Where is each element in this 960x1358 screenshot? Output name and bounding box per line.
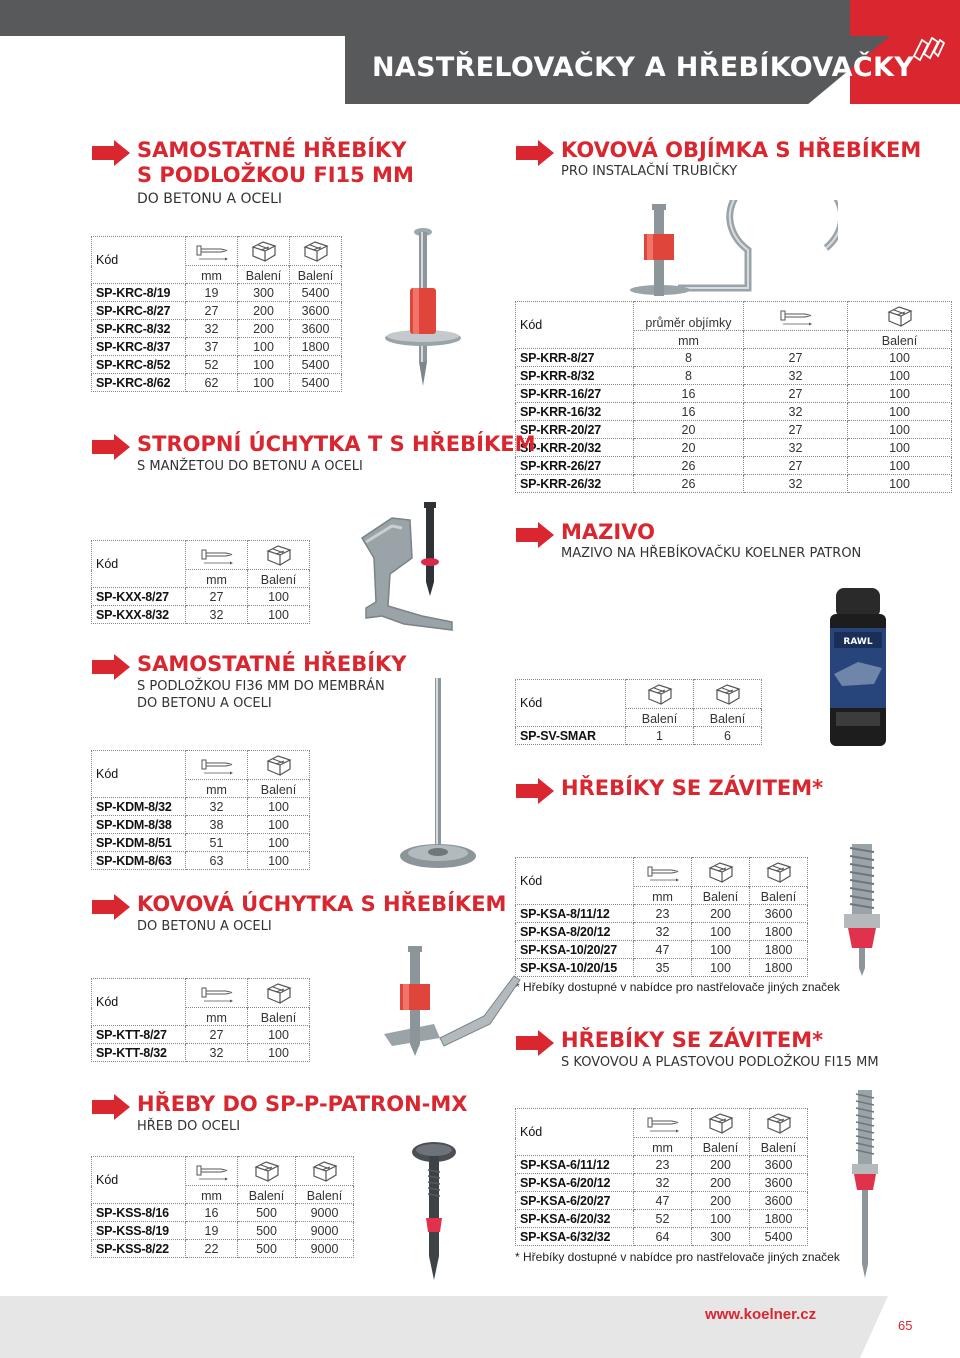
nail-length-icon	[779, 308, 813, 328]
col-kod: Kód	[92, 1157, 186, 1204]
table-krr	[515, 301, 952, 493]
product-code: SP-KRR-16/27	[516, 385, 634, 403]
box-icon	[264, 543, 294, 567]
value-cell: 100	[248, 798, 310, 816]
section-subtitle: DO BETONU A OCELI	[137, 191, 283, 207]
value-cell: 3600	[750, 1192, 808, 1210]
table-ksa-8	[515, 857, 808, 977]
value-cell: 32	[744, 439, 848, 457]
table-row	[92, 1026, 310, 1044]
value-cell: 200	[692, 1192, 750, 1210]
col-mm: mm	[634, 1138, 692, 1156]
box-icon	[706, 860, 736, 884]
page-title: NASTŘELOVAČKY A HŘEBÍKOVAČKY	[372, 52, 915, 83]
product-code: SP-KSS-8/16	[92, 1204, 186, 1222]
table-row	[516, 457, 952, 475]
section-title: STROPNÍ ÚCHYTKA T S HŘEBÍKEM	[137, 432, 536, 456]
value-cell: 100	[692, 923, 750, 941]
value-cell: 32	[186, 1044, 248, 1062]
value-cell: 9000	[296, 1204, 354, 1222]
value-cell: 100	[238, 338, 290, 356]
col-kod: Kód	[516, 302, 634, 349]
product-code: SP-KSA-10/20/15	[516, 959, 634, 977]
table-krc	[91, 236, 342, 392]
col-kod: Kód	[516, 858, 634, 905]
col-kod: Kód	[92, 751, 186, 798]
col-baleni: Balení	[692, 1138, 750, 1156]
product-code: SP-KRC-8/62	[92, 374, 186, 392]
carton-icon	[310, 1159, 340, 1183]
col-prumer: průměr objímky	[634, 302, 744, 331]
product-code: SP-KRR-8/27	[516, 349, 634, 367]
product-code: SP-KRC-8/37	[92, 338, 186, 356]
product-code: SP-KSA-8/11/12	[516, 905, 634, 923]
value-cell: 200	[238, 302, 290, 320]
value-cell: 27	[744, 349, 848, 367]
table-row	[516, 349, 952, 367]
value-cell: 19	[186, 1222, 238, 1240]
value-cell: 1800	[290, 338, 342, 356]
section-ksa-8	[516, 774, 876, 804]
value-cell: 5400	[290, 356, 342, 374]
value-cell: 22	[186, 1240, 238, 1258]
product-code: SP-KDM-8/63	[92, 852, 186, 870]
arrow-icon	[92, 1094, 130, 1120]
table-row	[516, 1156, 808, 1174]
section-title: HŘEBÍKY SE ZÁVITEM*	[561, 1028, 824, 1052]
section-subtitle: HŘEB DO OCELI	[137, 1119, 241, 1134]
table-row	[516, 1210, 808, 1228]
table-row	[92, 1240, 354, 1258]
col-kod: Kód	[516, 680, 626, 727]
threaded-nail-image	[830, 838, 900, 978]
product-code: SP-KRR-8/32	[516, 367, 634, 385]
value-cell: 23	[634, 1156, 692, 1174]
product-code: SP-KSA-6/20/27	[516, 1192, 634, 1210]
value-cell: 5400	[290, 374, 342, 392]
nail-length-icon	[195, 243, 229, 263]
nails-logo-icon	[910, 30, 946, 66]
section-subtitle: S PODLOŽKOU FI36 MM DO MEMBRÁN	[137, 679, 385, 694]
website-link[interactable]: www.koelner.cz	[705, 1306, 817, 1323]
value-cell: 32	[186, 798, 248, 816]
value-cell: 38	[186, 816, 248, 834]
value-cell: 500	[238, 1222, 296, 1240]
table-row	[92, 338, 342, 356]
col-mm: mm	[186, 1008, 248, 1026]
nail-length-icon	[200, 547, 234, 567]
product-code: SP-KRC-8/19	[92, 284, 186, 302]
table-body	[92, 588, 310, 624]
value-cell: 500	[238, 1204, 296, 1222]
section-subtitle: S KOVOVOU A PLASTOVOU PODLOŽKOU FI15 MM	[561, 1055, 879, 1070]
value-cell: 1800	[750, 923, 808, 941]
carton-icon	[301, 239, 331, 263]
table-row	[516, 905, 808, 923]
table-row	[92, 588, 310, 606]
value-cell: 37	[186, 338, 238, 356]
value-cell: 500	[238, 1240, 296, 1258]
col-baleni: Balení	[238, 1186, 296, 1204]
section-kss	[92, 1090, 512, 1140]
section-title: SAMOSTATNÉ HŘEBÍKY	[137, 138, 407, 162]
col-baleni-2: Balení	[750, 887, 808, 905]
table-body	[92, 284, 342, 392]
product-code: SP-KDM-8/51	[92, 834, 186, 852]
col-mm: mm	[634, 887, 692, 905]
col-baleni: Balení	[626, 709, 694, 727]
value-cell: 9000	[296, 1222, 354, 1240]
value-cell: 8	[634, 349, 744, 367]
arrow-icon	[92, 894, 130, 920]
value-cell: 100	[848, 457, 952, 475]
table-row	[516, 959, 808, 977]
value-cell: 100	[238, 374, 290, 392]
value-cell: 3600	[750, 1156, 808, 1174]
table-row	[92, 374, 342, 392]
product-code: SP-KXX-8/32	[92, 606, 186, 624]
value-cell: 300	[692, 1228, 750, 1246]
value-cell: 3600	[750, 1174, 808, 1192]
col-baleni: Balení	[248, 780, 310, 798]
value-cell: 100	[692, 941, 750, 959]
value-cell: 32	[186, 606, 248, 624]
table-ktt	[91, 978, 310, 1062]
section-kxx	[92, 430, 536, 480]
product-code: SP-KSA-6/20/32	[516, 1210, 634, 1228]
value-cell: 5400	[750, 1228, 808, 1246]
table-row	[92, 852, 310, 870]
value-cell: 32	[744, 475, 848, 493]
value-cell: 32	[744, 367, 848, 385]
table-body	[516, 905, 808, 977]
table-row	[92, 798, 310, 816]
product-code: SP-KRC-8/27	[92, 302, 186, 320]
threaded-nail-long-image	[840, 1086, 890, 1286]
value-cell: 35	[634, 959, 692, 977]
value-cell: 6	[694, 727, 762, 745]
table-row	[92, 816, 310, 834]
arrow-icon	[516, 1030, 554, 1056]
product-code: SP-KRC-8/52	[92, 356, 186, 374]
header-spacer	[0, 36, 345, 104]
value-cell: 200	[692, 905, 750, 923]
table-row	[92, 302, 342, 320]
arrow-icon	[516, 778, 554, 804]
nail-length-icon	[200, 757, 234, 777]
box-icon	[645, 682, 675, 706]
table-row	[516, 923, 808, 941]
arrow-icon	[92, 434, 130, 460]
product-code: SP-KTT-8/32	[92, 1044, 186, 1062]
metal-angle-clip-image	[374, 946, 524, 1066]
product-code: SP-KRR-20/27	[516, 421, 634, 439]
section-subtitle: MAZIVO NA HŘEBÍKOVAČKU KOELNER PATRON	[561, 546, 862, 561]
value-cell: 64	[634, 1228, 692, 1246]
section-subtitle: S MANŽETOU DO BETONU A OCELI	[137, 459, 363, 474]
product-code: SP-KSS-8/19	[92, 1222, 186, 1240]
value-cell: 3600	[290, 302, 342, 320]
box-icon	[252, 1159, 282, 1183]
value-cell: 8	[634, 367, 744, 385]
value-cell: 3600	[290, 320, 342, 338]
col-length	[744, 331, 848, 349]
table-kss	[91, 1156, 354, 1258]
page-number: 65	[898, 1318, 913, 1333]
value-cell: 16	[634, 403, 744, 421]
table-body	[516, 1156, 808, 1246]
section-title: KOVOVÁ OBJÍMKA S HŘEBÍKEM	[561, 138, 922, 162]
value-cell: 26	[634, 475, 744, 493]
value-cell: 100	[238, 356, 290, 374]
table-mazivo	[515, 679, 762, 745]
col-mm: mm	[186, 780, 248, 798]
value-cell: 16	[186, 1204, 238, 1222]
box-icon	[706, 1111, 736, 1135]
table-row	[516, 941, 808, 959]
product-code: SP-KRR-20/32	[516, 439, 634, 457]
col-baleni-2: Balení	[296, 1186, 354, 1204]
value-cell: 20	[634, 439, 744, 457]
header-bar	[0, 0, 960, 36]
product-code: SP-KRR-26/32	[516, 475, 634, 493]
product-code: SP-KSA-6/20/12	[516, 1174, 634, 1192]
section-mazivo	[516, 518, 936, 568]
metal-clip-with-nail-image	[608, 200, 838, 300]
section-title: SAMOSTATNÉ HŘEBÍKY	[137, 652, 407, 676]
value-cell: 62	[186, 374, 238, 392]
lubricant-spray-can-image	[818, 588, 898, 748]
section-ktt	[92, 890, 512, 940]
value-cell: 100	[248, 588, 310, 606]
value-cell: 1800	[750, 959, 808, 977]
product-code: SP-KTT-8/27	[92, 1026, 186, 1044]
value-cell: 47	[634, 941, 692, 959]
product-code: SP-KRR-26/27	[516, 457, 634, 475]
value-cell: 100	[848, 385, 952, 403]
col-mm: mm	[634, 331, 744, 349]
value-cell: 100	[248, 606, 310, 624]
value-cell: 100	[692, 959, 750, 977]
product-code: SP-KRC-8/32	[92, 320, 186, 338]
section-title: HŘEBÍKY SE ZÁVITEM*	[561, 776, 824, 800]
value-cell: 1	[626, 727, 694, 745]
col-baleni-2: Balení	[290, 266, 342, 284]
section-krr	[516, 136, 922, 186]
section-ksa-6	[516, 1026, 936, 1076]
nail-with-membrane-washer-image	[396, 676, 486, 876]
arrow-icon	[92, 654, 130, 680]
value-cell: 3600	[750, 905, 808, 923]
section-title: HŘEBY DO SP-P-PATRON-MX	[137, 1092, 468, 1116]
product-code: SP-KDM-8/38	[92, 816, 186, 834]
table-row	[516, 1228, 808, 1246]
table-row	[92, 284, 342, 302]
box-icon	[885, 304, 915, 328]
section-kdm	[92, 650, 412, 714]
table-row	[516, 1192, 808, 1210]
value-cell: 23	[634, 905, 692, 923]
table-row	[516, 1174, 808, 1192]
table-row	[516, 367, 952, 385]
value-cell: 9000	[296, 1240, 354, 1258]
table-body	[516, 349, 952, 493]
col-kod: Kód	[92, 541, 186, 588]
value-cell: 100	[848, 421, 952, 439]
col-mm: mm	[186, 266, 238, 284]
value-cell: 52	[634, 1210, 692, 1228]
table-kdm	[91, 750, 310, 870]
spray-brand-text: RAWL	[843, 637, 873, 647]
arrow-icon	[92, 140, 130, 166]
table-kxx	[91, 540, 310, 624]
steel-nail-image	[404, 1140, 464, 1290]
table-body	[516, 727, 762, 745]
nail-length-icon	[646, 864, 680, 884]
table-row	[92, 834, 310, 852]
product-code: SP-KSS-8/22	[92, 1240, 186, 1258]
section-subtitle: PRO INSTALAČNÍ TRUBIČKY	[561, 164, 738, 179]
table-row	[516, 385, 952, 403]
nail-length-icon	[200, 985, 234, 1005]
table-row	[516, 421, 952, 439]
carton-icon	[713, 682, 743, 706]
table-body	[92, 1026, 310, 1062]
value-cell: 300	[238, 284, 290, 302]
product-code: SP-SV-SMAR	[516, 727, 626, 745]
value-cell: 100	[248, 1044, 310, 1062]
col-baleni: Balení	[848, 331, 952, 349]
section-subtitle-2: DO BETONU A OCELI	[137, 696, 272, 711]
table-row	[92, 1044, 310, 1062]
col-baleni: Balení	[238, 266, 290, 284]
table-row	[516, 439, 952, 457]
carton-icon	[764, 1111, 794, 1135]
value-cell: 100	[692, 1210, 750, 1228]
footnote: * Hřebíky dostupné v nabídce pro nastřelovače jiných značek	[515, 1250, 840, 1264]
col-baleni-2: Balení	[694, 709, 762, 727]
table-row	[92, 320, 342, 338]
value-cell: 100	[248, 852, 310, 870]
product-code: SP-KSA-8/20/12	[516, 923, 634, 941]
table-row	[516, 475, 952, 493]
value-cell: 1800	[750, 941, 808, 959]
footnote: * Hřebíky dostupné v nabídce pro nastřelovače jiných značek	[515, 980, 840, 994]
col-kod: Kód	[516, 1109, 634, 1156]
section-title: MAZIVO	[561, 520, 655, 544]
value-cell: 100	[848, 349, 952, 367]
product-code: SP-KRR-16/32	[516, 403, 634, 421]
col-baleni: Balení	[248, 570, 310, 588]
col-baleni: Balení	[248, 1008, 310, 1026]
section-title: KOVOVÁ ÚCHYTKA S HŘEBÍKEM	[137, 892, 507, 916]
col-kod: Kód	[92, 237, 186, 284]
value-cell: 19	[186, 284, 238, 302]
product-code: SP-KSA-10/20/27	[516, 941, 634, 959]
value-cell: 1800	[750, 1210, 808, 1228]
product-code: SP-KXX-8/27	[92, 588, 186, 606]
value-cell: 32	[744, 403, 848, 421]
value-cell: 26	[634, 457, 744, 475]
col-kod: Kód	[92, 979, 186, 1026]
value-cell: 200	[692, 1156, 750, 1174]
value-cell: 20	[634, 421, 744, 439]
box-icon	[264, 753, 294, 777]
value-cell: 27	[186, 588, 248, 606]
value-cell: 27	[744, 457, 848, 475]
table-row	[516, 727, 762, 745]
arrow-icon	[516, 522, 554, 548]
value-cell: 100	[848, 367, 952, 385]
value-cell: 27	[186, 1026, 248, 1044]
carton-icon	[764, 860, 794, 884]
value-cell: 47	[634, 1192, 692, 1210]
value-cell: 200	[692, 1174, 750, 1192]
value-cell: 32	[634, 1174, 692, 1192]
col-baleni: Balení	[692, 887, 750, 905]
col-mm: mm	[186, 570, 248, 588]
value-cell: 51	[186, 834, 248, 852]
nail-with-washer-image	[380, 218, 470, 398]
table-body	[92, 1204, 354, 1258]
value-cell: 100	[848, 403, 952, 421]
value-cell: 32	[634, 923, 692, 941]
value-cell: 100	[248, 834, 310, 852]
table-body	[92, 798, 310, 870]
col-baleni-2: Balení	[750, 1138, 808, 1156]
value-cell: 32	[186, 320, 238, 338]
box-icon	[264, 981, 294, 1005]
value-cell: 100	[848, 439, 952, 457]
nail-length-icon	[646, 1115, 680, 1135]
table-row	[92, 606, 310, 624]
value-cell: 63	[186, 852, 248, 870]
section-krc	[92, 136, 422, 208]
nail-length-icon	[195, 1163, 229, 1183]
value-cell: 27	[744, 385, 848, 403]
value-cell: 100	[248, 816, 310, 834]
product-code: SP-KSA-6/11/12	[516, 1156, 634, 1174]
value-cell: 5400	[290, 284, 342, 302]
product-code: SP-KDM-8/32	[92, 798, 186, 816]
product-code: SP-KSA-6/32/32	[516, 1228, 634, 1246]
table-ksa-6	[515, 1108, 808, 1246]
value-cell: 52	[186, 356, 238, 374]
section-subtitle: DO BETONU A OCELI	[137, 919, 272, 934]
table-row	[92, 356, 342, 374]
value-cell: 100	[248, 1026, 310, 1044]
box-icon	[249, 239, 279, 263]
value-cell: 27	[744, 421, 848, 439]
section-title-line2: S PODLOŽKOU FI15 MM	[137, 163, 414, 187]
value-cell: 200	[238, 320, 290, 338]
col-mm: mm	[186, 1186, 238, 1204]
table-row	[92, 1204, 354, 1222]
arrow-icon	[516, 140, 554, 166]
ceiling-t-clip-image	[352, 498, 502, 638]
table-row	[92, 1222, 354, 1240]
value-cell: 100	[848, 475, 952, 493]
value-cell: 27	[186, 302, 238, 320]
value-cell: 16	[634, 385, 744, 403]
table-row	[516, 403, 952, 421]
